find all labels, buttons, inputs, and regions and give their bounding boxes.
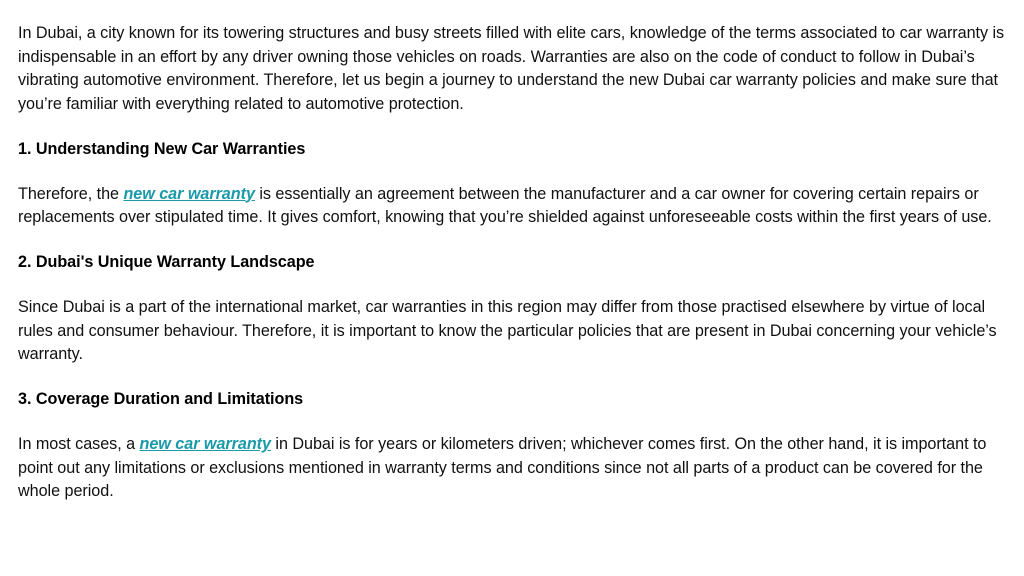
new-car-warranty-link[interactable]: new car warranty xyxy=(123,184,255,203)
paragraph-text: in Dubai is for years or kilometers driven; whichever comes first. On the other hand, it is important to point out any limitations or exclusions mentioned in warranty terms and conditions since not all parts of a product can be covered for the whole period. xyxy=(18,435,987,500)
section-heading-understanding-warranties: 1. Understanding New Car Warranties xyxy=(18,139,306,158)
paragraph-text: is essentially an agreement between the manufacturer and a car owner for covering certain repairs or replacements over stipulated time. It gives comfort, knowing that you’re shielded against unforeseeable costs within the first years of use. xyxy=(18,184,992,226)
new-car-warranty-link[interactable]: new car warranty xyxy=(139,435,271,453)
section-heading-dubai-landscape: 2. Dubai's Unique Warranty Landscape xyxy=(18,253,315,271)
section-paragraph-understanding-warranties xyxy=(18,183,1010,230)
paragraph-text: Therefore, the xyxy=(18,184,124,203)
intro-paragraph: In Dubai, a city known for its towering structures and busy streets filled with elite cars, knowledge of the terms associated to car warranty is indispensable in an effort by any driver owning those vehicles on roads. Warranties are also on the code of conduct to follow in Dubai’s vibrating automotive environment. Therefore, let us begin a journey to understand the new Dubai car warranty policies and make sure that you’re familiar with everything related to automotive protection. xyxy=(18,24,1005,113)
paragraph-text: In most cases, a xyxy=(18,435,140,453)
section-heading-coverage-duration: 3. Coverage Duration and Limitations xyxy=(18,390,304,408)
section-paragraph-coverage-duration xyxy=(18,433,1010,504)
section-paragraph-dubai-landscape: Since Dubai is a part of the international market, car warranties in this region may differ from those practised elsewhere by virtue of local rules and consumer behaviour. Therefore, it is important to know the particular policies that are present in Dubai concerning your vehicle’s warranty. xyxy=(18,298,997,363)
